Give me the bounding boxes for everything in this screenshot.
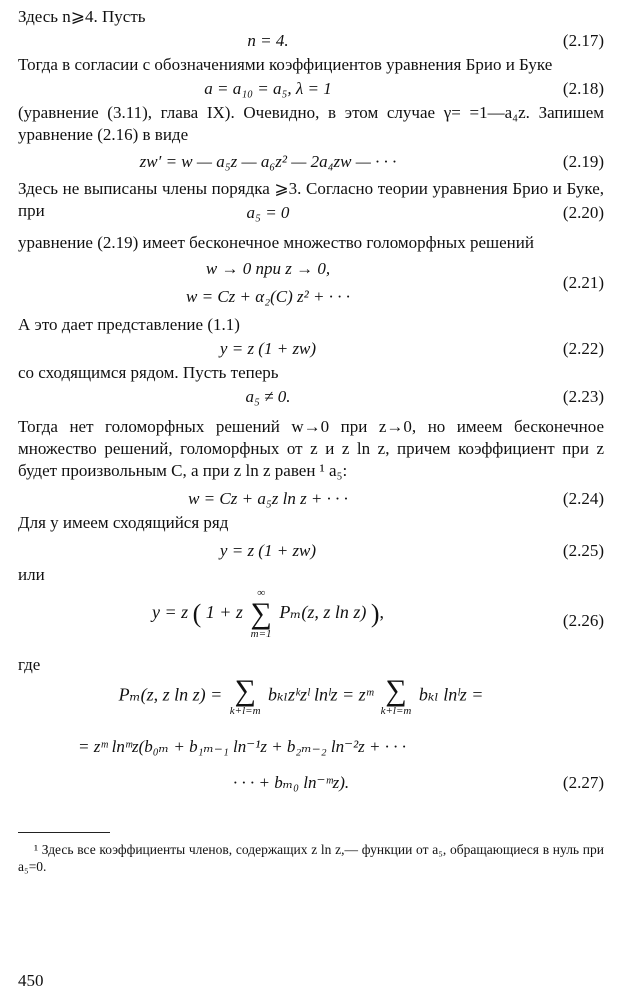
equation-2-24 — [18, 486, 604, 512]
equation-2-22 — [18, 336, 604, 362]
equation-number: (2.18) — [562, 79, 604, 98]
sum-sign — [230, 676, 261, 717]
equation-term: Pₘ(z, z ln z) — [279, 602, 367, 623]
sigma-symbol: ∑ — [385, 674, 407, 707]
text-line: или — [18, 565, 45, 584]
sum-sign — [250, 588, 271, 640]
equation-term: bₖₗ lnˡz = — [418, 684, 484, 705]
sum-lower-limit: m=1 — [250, 628, 272, 640]
text-paragraph: Тогда в согласии с обозначениями коэффициентов уравнения Брио и Буке — [18, 55, 553, 74]
equation-formula: y = z ( 1 + z ∞ ∑ m=1 Pₘ(z, z ln z) ), — [151, 587, 385, 640]
equation-lhs: y = z — [151, 602, 189, 623]
left-paren: ( — [192, 599, 202, 628]
equation-formula: a₅ ≠ 0. — [245, 387, 291, 406]
equation-term: bₖₗzᵏzˡ lnˡz = zᵐ — [268, 684, 374, 705]
text-line: со сходящимся рядом. Пусть теперь — [18, 363, 279, 382]
equation-number: (2.26) — [562, 611, 604, 630]
equation-2-17 — [18, 28, 604, 54]
equation-line: · · · + bₘ₀ ln⁻ᵐz). — [233, 773, 350, 792]
equation-number: (2.19) — [562, 152, 604, 171]
sum-lower-limit: k+l=m — [380, 705, 412, 717]
equation-formula: y = z (1 + zw) — [219, 541, 317, 560]
text-line: где — [18, 655, 41, 674]
page-number: 450 — [18, 971, 44, 990]
equation-number: (2.22) — [562, 339, 604, 358]
text-paragraph: Тогда нет голоморфных решений w→0 при z→0, но имеем бесконечное множество решений, голоморфных от z и z ln z, причем коэффициент при z будет произвольным C, а при z ln z равен ¹ a₅: — [18, 417, 604, 480]
equation-2-27 — [18, 676, 604, 812]
right-paren: ) — [370, 599, 380, 628]
equation-number: (2.25) — [562, 541, 604, 560]
footnote: ¹ Здесь все коэффициенты членов, содержащих z ln z,— функции от a₅, обращающиеся в нуль при a₅=0. — [18, 842, 604, 874]
equation-formula: a = a₁₀ = a₅, λ = 1 — [204, 79, 332, 98]
text-line: Для y имеем сходящийся ряд — [18, 513, 229, 532]
equation-formula: n = 4. — [247, 31, 289, 50]
equation-number: (2.21) — [562, 273, 604, 292]
equation-number: (2.27) — [562, 773, 604, 792]
equation-formula: w = Cz + a₅z ln z + · · · — [188, 489, 348, 508]
equation-2-19 — [18, 146, 604, 178]
equation-number: (2.20) — [562, 203, 604, 222]
equation-line: = zᵐ lnᵐz(b₀ₘ + b₁ₘ₋₁ ln⁻¹z + b₂ₘ₋₂ ln⁻²z + · · · — [78, 737, 407, 756]
equation-line — [18, 676, 584, 717]
text-line: Здесь n⩾4. Пусть — [18, 7, 146, 26]
text-paragraph: уравнение (2.19) имеет бесконечное множество голоморфных решений — [18, 233, 534, 252]
footnote-divider — [18, 832, 110, 833]
page — [18, 6, 604, 990]
equation-formula: zw′ = w — a₅z — a₆z² — 2a₄zw — · · · — [139, 152, 397, 171]
text-line: А это дает представление (1.1) — [18, 315, 240, 334]
equation-line: w → 0 при z → 0, — [205, 259, 331, 278]
equation-2-23 — [18, 384, 604, 410]
equation-2-21 — [18, 258, 604, 314]
text-paragraph: Здесь не выписаны члены порядка ⩾3. Согласно теории уравнения Брио и Буке, при — [18, 179, 604, 220]
equation-number: (2.23) — [562, 387, 604, 406]
equation-2-26 — [18, 588, 604, 654]
sigma-symbol: ∑ — [234, 674, 256, 707]
sum-lower-limit: k+l=m — [229, 705, 261, 717]
equation-line: w = Cz + α₂(C) z² + · · · — [186, 287, 350, 306]
equation-2-25 — [18, 538, 604, 564]
sum-upper-limit: ∞ — [257, 587, 266, 599]
equation-number: (2.17) — [562, 31, 604, 50]
text-paragraph: (уравнение (3.11), глава IX). Очевидно, в этом случае γ= =1—a₄z. Запишем уравнение (2.16) в виде — [18, 103, 604, 144]
equation-inner: 1 + z — [205, 602, 243, 623]
equation-formula: y = z (1 + zw) — [219, 339, 317, 358]
equation-2-18 — [18, 76, 604, 102]
equation-lhs: Pₘ(z, z ln z) = — [118, 684, 223, 705]
sigma-symbol: ∑ — [250, 597, 272, 630]
equation-2-20 — [18, 200, 604, 226]
sum-sign — [381, 676, 412, 717]
equation-number: (2.24) — [562, 489, 604, 508]
equation-formula: a₅ = 0 — [246, 203, 290, 222]
